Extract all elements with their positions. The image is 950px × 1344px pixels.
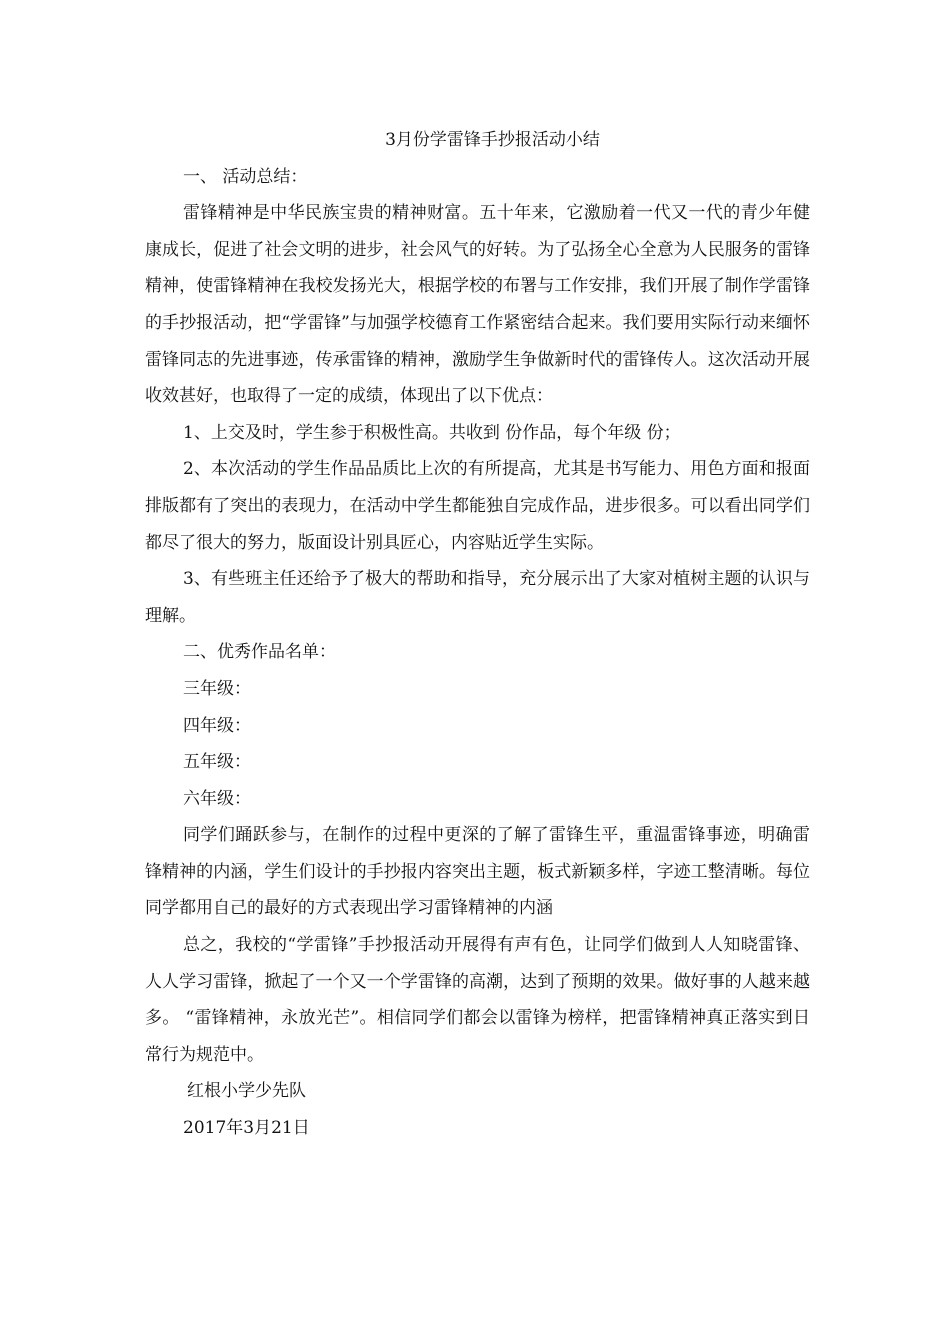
document-title: 3月份学雷锋手抄报活动小结 <box>385 130 600 150</box>
grade-four-label: 四年级： <box>183 715 251 736</box>
signature: 红根小学少先队 <box>187 1081 306 1102</box>
intro-paragraph: 雷锋精神是中华民族宝贵的精神财富。五十年来，它激励着一代又一代的青少年健康成长，促进了社会文明的进步，社会风气的好转。为了弘扬全心全意为人民服务的雷锋精神，使雷锋精神在我校发扬光大，根据学校的布署与工作安排，我们开展了制作学雷锋的手抄报活动，把“学雷锋”与加强学校德育工作紧密结合起来。我们要用实际行动来缅怀雷锋同志的先进事迹，传承雷锋的精神，激励学生争做新时代的雷锋传人。这次活动开展收效甚好，也取得了一定的成绩，体现出了以下优点： <box>145 203 810 407</box>
document-date: 2017年3月21日 <box>183 1118 310 1139</box>
point-three: 3、有些班主任还给予了极大的帮助和指导，充分展示出了大家对植树主题的认识与理解。 <box>145 569 810 626</box>
students-paragraph: 同学们踊跃参与，在制作的过程中更深的了解了雷锋生平，重温雷锋事迹，明确雷锋精神的内涵，学生们设计的手抄报内容突出主题，板式新颖多样，字迹工整清晰。每位同学都用自己的最好的方式表现出学习雷锋精神的内涵 <box>145 825 810 919</box>
point-one: 1、上交及时，学生参于积极性高。共收到 份作品，每个年级 份； <box>183 422 681 443</box>
grade-three-label: 三年级： <box>183 678 251 699</box>
grade-six-label: 六年级： <box>183 788 251 809</box>
section-heading-summary: 一、 活动总结： <box>183 166 308 187</box>
conclusion-paragraph: 总之，我校的“学雷锋”手抄报活动开展得有声有色，让同学们做到人人知晓雷锋、人人学习雷锋，掀起了一个又一个学雷锋的高潮，达到了预期的效果。做好事的人越来越多。 “雷锋精神，永放光芒”。相信同学们都会以雷锋为榜样，把雷锋精神真正落实到日常行为规范中。 <box>145 935 810 1065</box>
point-two: 2、本次活动的学生作品品质比上次的有所提高，尤其是书写能力、用色方面和报面排版都有了突出的表现力，在活动中学生都能独自完成作品，进步很多。可以看出同学们都尽了很大的努力，版面设计别具匠心，内容贴近学生实际。 <box>145 459 810 553</box>
document-body <box>145 122 810 1147</box>
section-heading-excellent-works: 二、优秀作品名单： <box>183 642 336 663</box>
grade-five-label: 五年级： <box>183 752 251 773</box>
